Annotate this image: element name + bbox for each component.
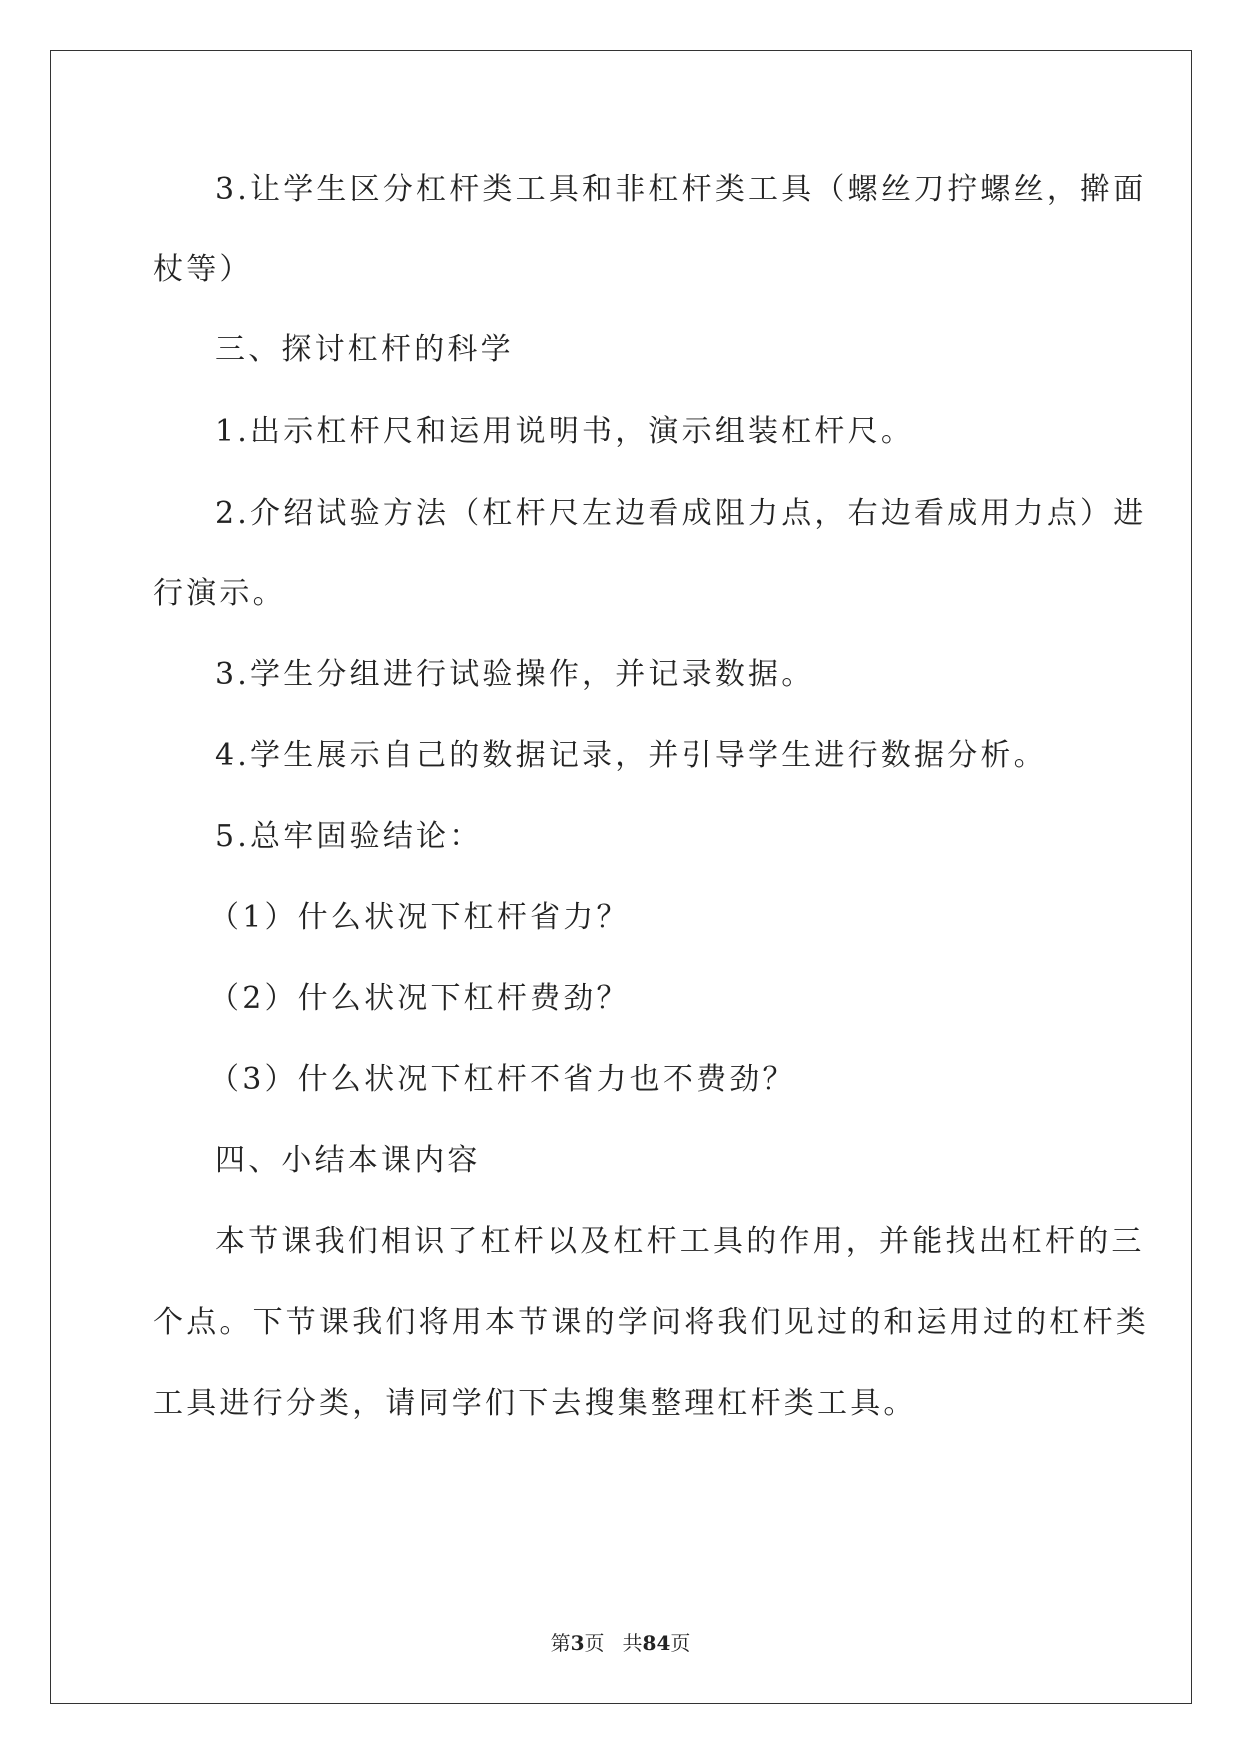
- footer-total-pages: 84: [642, 1631, 671, 1655]
- step-1: 1.出示杠杆尺和运用说明书，演示组装杠杆尺。: [215, 414, 915, 449]
- paragraph-1-line-2: 杖等）: [153, 252, 253, 287]
- step-2-line-2: 行演示。: [153, 576, 286, 611]
- footer-page-suffix: 页: [584, 1631, 605, 1655]
- footer-total-prefix: 共: [622, 1631, 643, 1655]
- page-border: [50, 50, 1192, 1704]
- footer-page-number: 3: [570, 1631, 585, 1655]
- question-2: （2）什么状况下杠杆费劲？: [209, 981, 630, 1016]
- step-3: 3.学生分组进行试验操作，并记录数据。: [215, 657, 815, 692]
- step-4: 4.学生展示自己的数据记录，并引导学生进行数据分析。: [215, 738, 1047, 773]
- summary-line-1: 本节课我们相识了杠杆以及杠杆工具的作用，并能找出杠杆的三: [215, 1224, 1145, 1259]
- step-5: 5.总牢固验结论：: [215, 819, 483, 854]
- paragraph-1-line-1: 3.让学生区分杠杆类工具和非杠杆类工具（螺丝刀拧螺丝，擀面: [215, 172, 1147, 207]
- footer-prefix: 第: [550, 1631, 571, 1655]
- summary-line-2: 个点。下节课我们将用本节课的学问将我们见过的和运用过的杠杆类: [153, 1305, 1149, 1340]
- page-footer: [0, 1630, 1241, 1656]
- step-2-line-1: 2.介绍试验方法（杠杆尺左边看成阻力点，右边看成用力点）进: [215, 496, 1147, 531]
- section-heading-4: 四、小结本课内容: [215, 1143, 481, 1178]
- summary-line-3: 工具进行分类，请同学们下去搜集整理杠杆类工具。: [153, 1386, 917, 1421]
- question-1: （1）什么状况下杠杆省力？: [209, 900, 630, 935]
- question-3: （3）什么状况下杠杆不省力也不费劲？: [209, 1062, 796, 1097]
- footer-total-suffix: 页: [670, 1631, 691, 1655]
- section-heading-3: 三、探讨杠杆的科学: [215, 332, 514, 367]
